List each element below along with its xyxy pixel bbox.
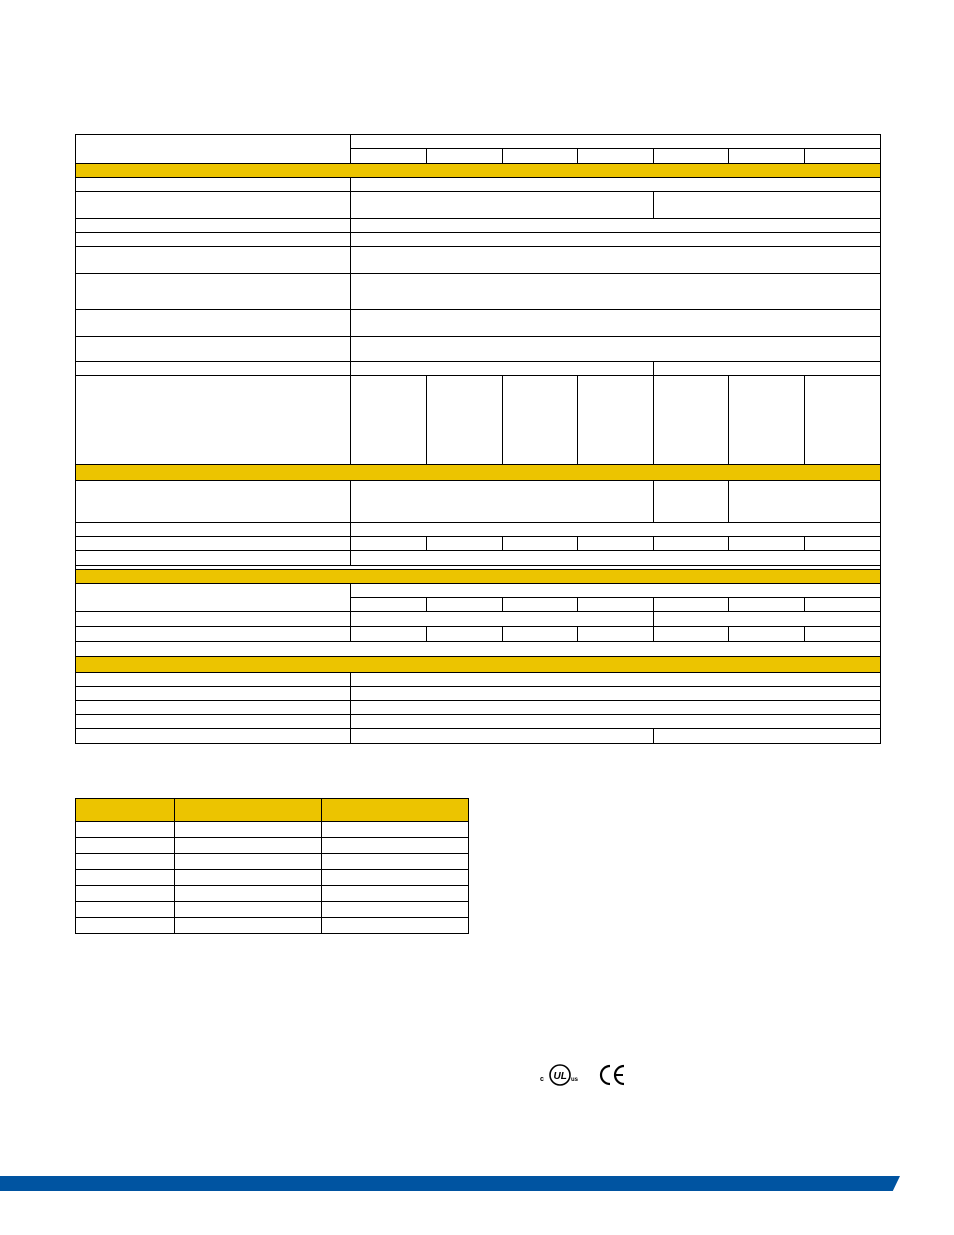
model-header-cell — [76, 799, 175, 822]
table-row — [76, 337, 881, 362]
table-row — [76, 822, 469, 838]
model-cell — [805, 149, 881, 164]
table-row — [76, 192, 881, 219]
table-row — [76, 376, 881, 465]
table-row — [76, 612, 881, 627]
table-row — [76, 918, 469, 934]
model-table-header — [76, 799, 469, 822]
table-row — [76, 838, 469, 854]
ce-mark-icon — [598, 1062, 626, 1088]
table-row — [76, 642, 881, 657]
table-row — [76, 715, 881, 729]
section-header-row — [76, 465, 881, 481]
model-cell — [427, 149, 503, 164]
table-row — [76, 627, 881, 642]
table-row — [76, 870, 469, 886]
table-row — [76, 135, 881, 149]
table-row — [76, 729, 881, 744]
model-cell — [654, 149, 729, 164]
section-header-row — [76, 657, 881, 673]
table-row — [76, 584, 881, 598]
table-row — [76, 178, 881, 192]
table-row — [76, 886, 469, 902]
header-label-cell — [76, 135, 351, 164]
svg-text:us: us — [571, 1077, 579, 1083]
table-row — [76, 233, 881, 247]
table-row — [76, 362, 881, 376]
specification-table — [75, 134, 881, 744]
model-header-cell — [175, 799, 322, 822]
table-row — [76, 274, 881, 310]
model-cell — [351, 149, 427, 164]
table-row — [76, 219, 881, 233]
header-models-cell — [351, 135, 881, 149]
model-cell — [503, 149, 578, 164]
table-row — [76, 537, 881, 551]
table-row — [76, 551, 881, 566]
table-row — [76, 310, 881, 337]
table-row — [76, 902, 469, 918]
table-row — [76, 481, 881, 523]
section-header-row — [76, 570, 881, 584]
model-cell — [729, 149, 805, 164]
model-cell — [578, 149, 654, 164]
footer-bar — [0, 1176, 900, 1191]
page-title — [76, 100, 880, 116]
svg-text:c: c — [540, 1076, 544, 1083]
table-row — [76, 687, 881, 701]
model-table — [75, 798, 469, 934]
svg-text:UL: UL — [553, 1071, 567, 1082]
table-row — [76, 523, 881, 537]
table-row — [76, 701, 881, 715]
model-header-cell — [322, 799, 469, 822]
ul-certification-icon — [540, 1062, 580, 1088]
section-header-row — [76, 164, 881, 178]
table-row — [76, 247, 881, 274]
table-row — [76, 673, 881, 687]
table-row — [76, 854, 469, 870]
